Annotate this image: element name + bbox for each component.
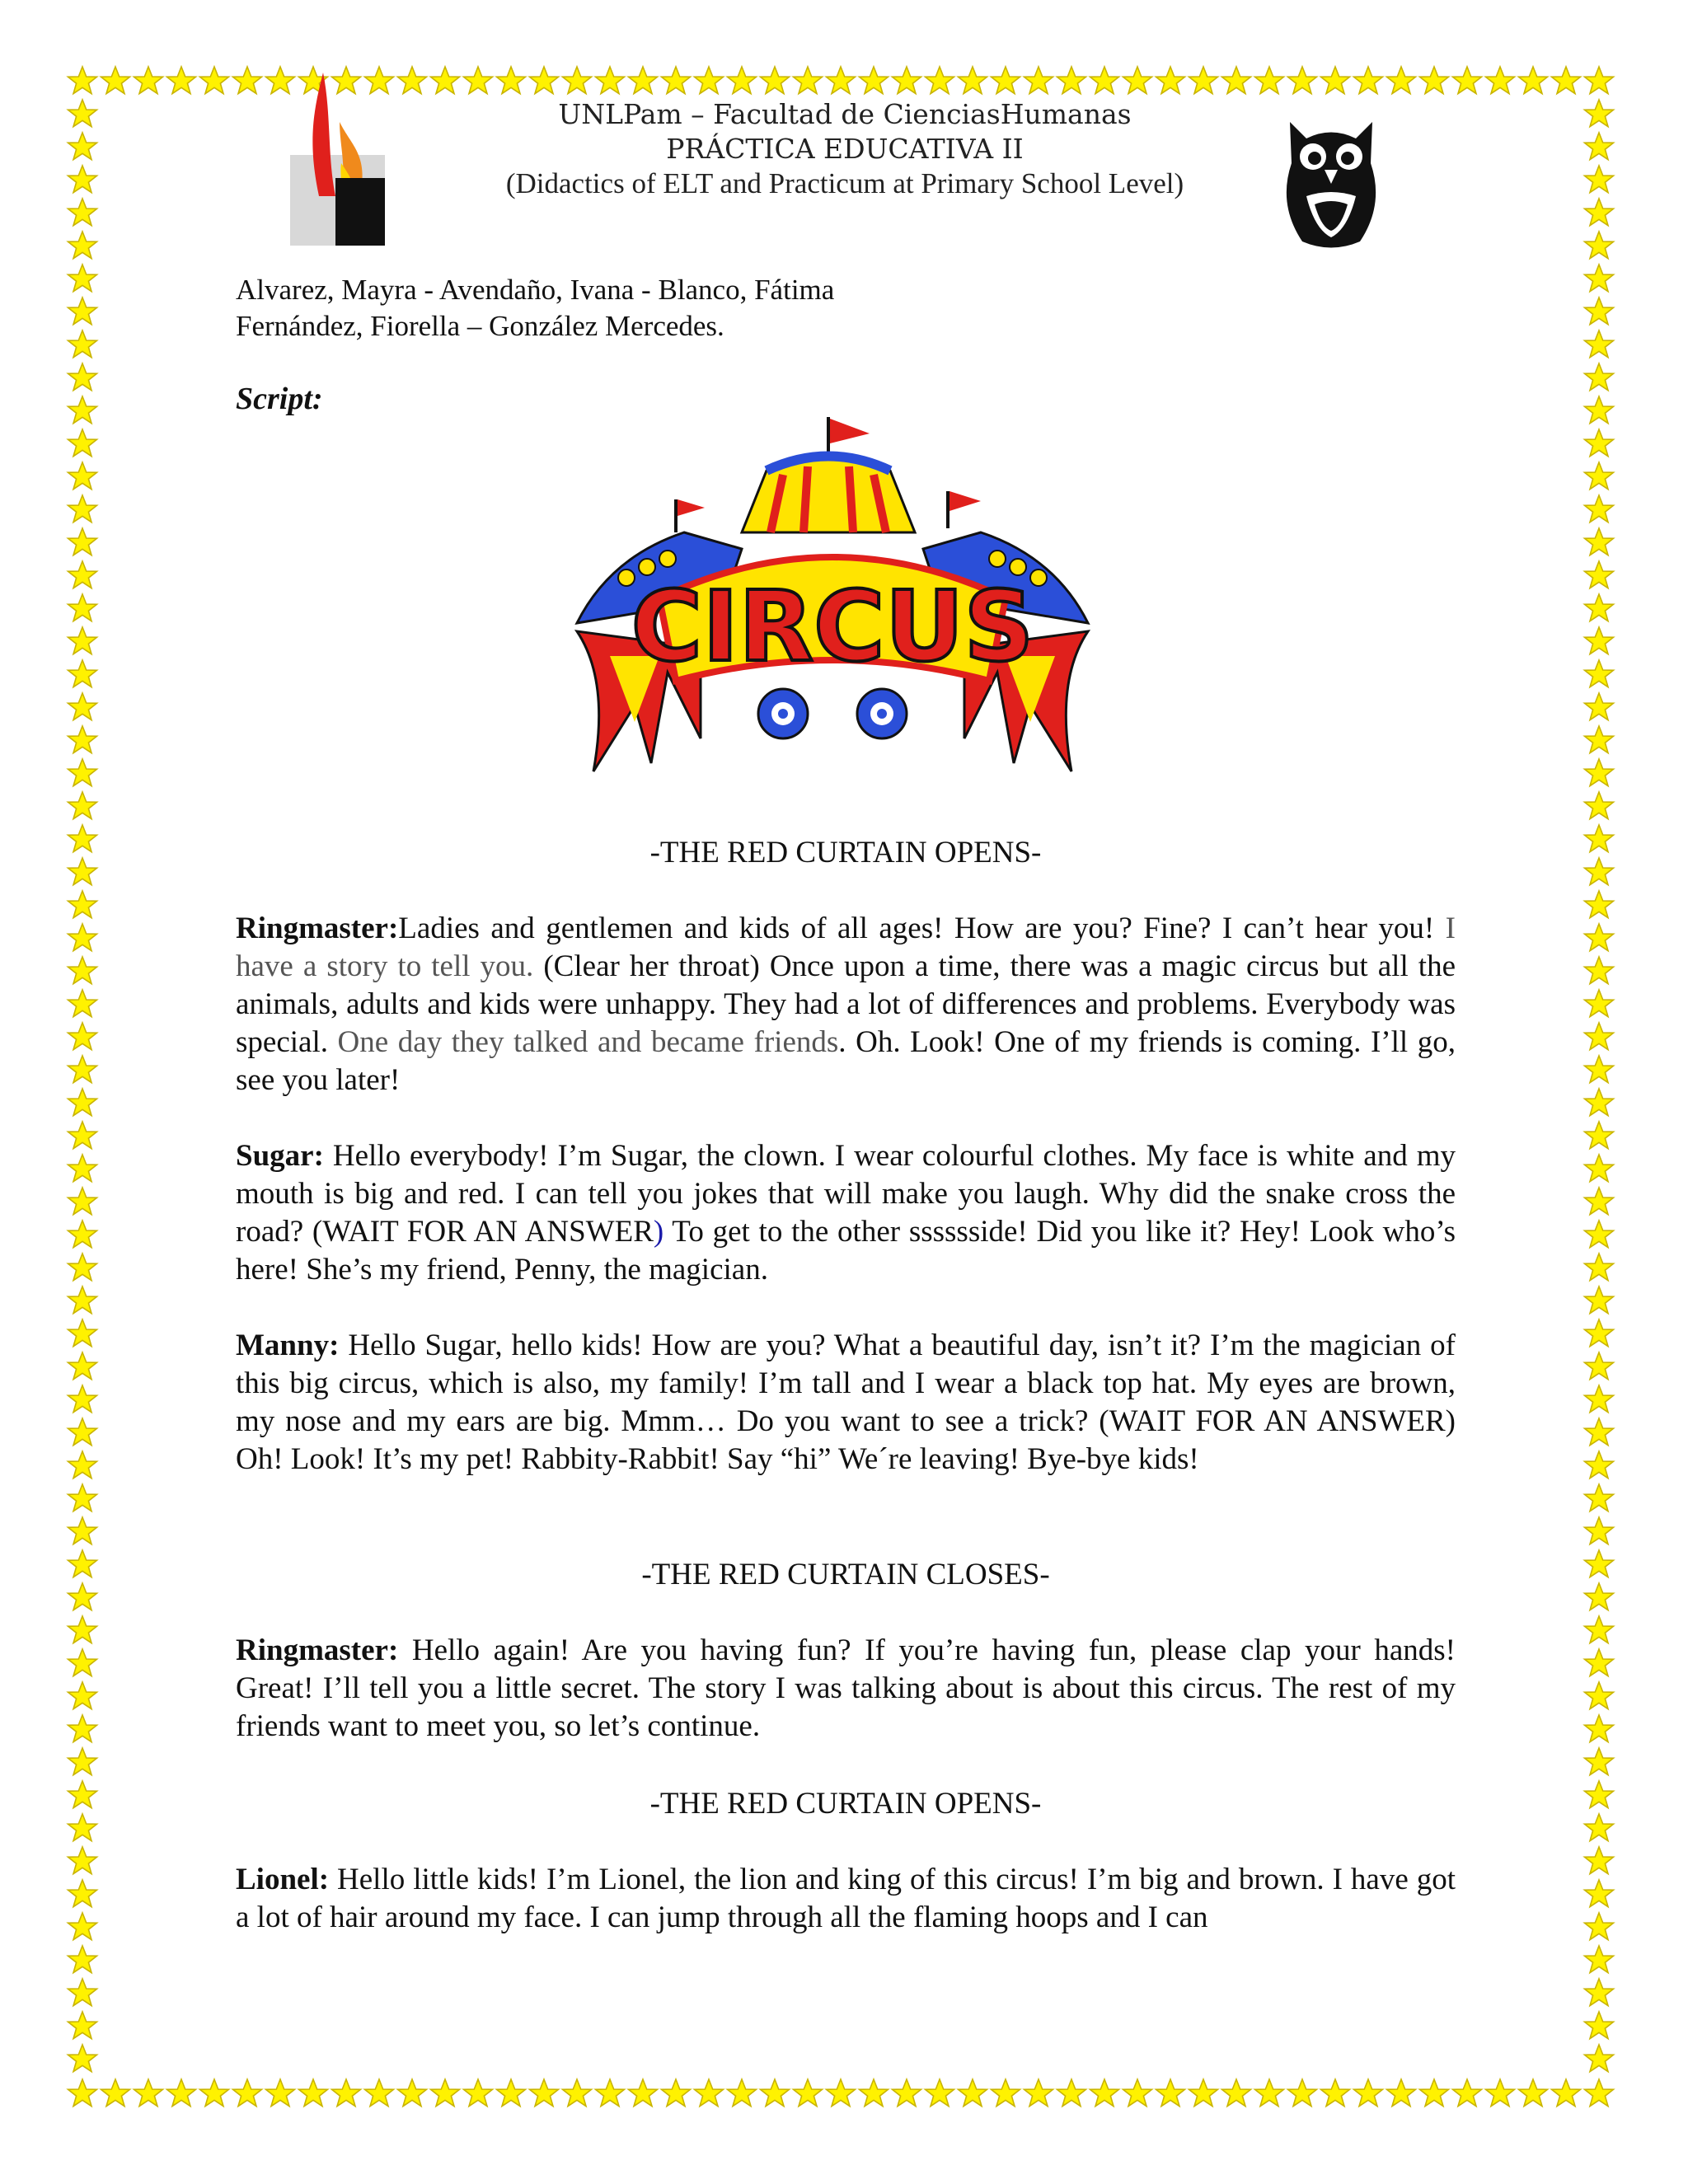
star-icon (66, 1647, 99, 1680)
star-border-left (66, 97, 99, 2075)
speaker-label: Lionel: (236, 1863, 330, 1896)
star-icon (1484, 64, 1517, 97)
star-border-right (1582, 97, 1615, 2075)
star-icon (66, 196, 99, 229)
star-icon (956, 2077, 989, 2110)
star-icon (890, 64, 923, 97)
star-icon (1121, 64, 1154, 97)
script-label: Script: (236, 382, 323, 416)
star-border-bottom (66, 2077, 1615, 2110)
circus-wordmark: CIRCUS (631, 569, 1034, 683)
star-icon (66, 1086, 99, 1119)
star-icon (66, 1482, 99, 1515)
star-icon (1582, 658, 1615, 691)
star-icon (198, 64, 231, 97)
star-icon (956, 64, 989, 97)
star-icon (66, 493, 99, 526)
dialogue-text: One day they talked and became friends (337, 1025, 839, 1059)
star-icon (1582, 97, 1615, 130)
star-icon (1582, 1086, 1615, 1119)
star-icon (1220, 2077, 1253, 2110)
star-icon (1582, 1251, 1615, 1284)
star-icon (989, 64, 1022, 97)
star-icon (66, 1218, 99, 1251)
dialogue-text: . Oh. Look! One of my friends is coming. I’ll go, see you later! (236, 1025, 1456, 1097)
star-icon (1418, 2077, 1451, 2110)
star-icon (66, 1976, 99, 2009)
authors-line-1: Alvarez, Mayra - Avendaño, Ivana - Blanco, Fátima (236, 274, 835, 306)
star-icon (231, 2077, 264, 2110)
dialogue-text: Ladies and gentlemen and kids of all ages! How are you? Fine? I can’t hear you! (398, 912, 1446, 945)
star-icon (1220, 64, 1253, 97)
star-icon (1582, 1614, 1615, 1647)
star-icon (66, 724, 99, 757)
star-icon (1088, 2077, 1121, 2110)
star-icon (758, 64, 791, 97)
speaker-label: Ringmaster: (236, 1633, 399, 1667)
star-icon (66, 328, 99, 361)
star-icon (1582, 163, 1615, 196)
star-icon (1582, 1910, 1615, 1943)
authors-line-2: Fernández, Fiorella – González Mercedes. (236, 310, 724, 342)
star-icon (1582, 1877, 1615, 1910)
star-icon (1582, 1383, 1615, 1416)
star-icon (1582, 1416, 1615, 1449)
star-icon (1582, 1185, 1615, 1218)
star-icon (1582, 1581, 1615, 1614)
star-icon (66, 888, 99, 921)
dialogue-manny (236, 1327, 1456, 1479)
star-icon (1582, 1218, 1615, 1251)
dialogue-ringmaster-1 (236, 910, 1456, 1099)
star-icon (66, 1811, 99, 1844)
star-icon (1154, 64, 1187, 97)
star-icon (66, 1185, 99, 1218)
star-icon (66, 1152, 99, 1185)
star-icon (659, 2077, 692, 2110)
star-icon (1582, 1811, 1615, 1844)
star-icon (824, 64, 857, 97)
star-icon (1582, 888, 1615, 921)
star-icon (132, 2077, 165, 2110)
star-icon (66, 1251, 99, 1284)
star-icon (1582, 757, 1615, 790)
star-icon (1582, 394, 1615, 427)
star-icon (1022, 64, 1055, 97)
star-icon (1582, 1152, 1615, 1185)
star-icon (1352, 64, 1385, 97)
star-icon (1022, 2077, 1055, 2110)
star-icon (1582, 790, 1615, 823)
dialogue-ringmaster-2 (236, 1632, 1456, 1746)
star-icon (626, 64, 659, 97)
dialogue-sugar (236, 1137, 1456, 1289)
star-icon (1517, 2077, 1550, 2110)
star-icon (1582, 2077, 1615, 2110)
star-icon (1154, 2077, 1187, 2110)
star-icon (1582, 229, 1615, 262)
star-icon (1187, 64, 1220, 97)
star-icon (66, 592, 99, 625)
star-icon (1550, 64, 1582, 97)
header-institution: UNLPam – Facultad de CienciasHumanas (558, 98, 1132, 130)
star-icon (66, 1844, 99, 1877)
star-icon (1582, 493, 1615, 526)
star-icon (1582, 1515, 1615, 1548)
star-icon (1582, 2042, 1615, 2075)
star-icon (890, 2077, 923, 2110)
star-icon (1582, 361, 1615, 394)
star-icon (1451, 2077, 1484, 2110)
header-subtitle: (Didactics of ELT and Practicum at Primary School Level) (505, 167, 1184, 199)
star-icon (692, 64, 725, 97)
star-icon (791, 2077, 824, 2110)
star-icon (1582, 1680, 1615, 1713)
star-icon (132, 64, 165, 97)
star-icon (99, 2077, 132, 2110)
star-icon (1582, 1647, 1615, 1680)
star-icon (396, 2077, 429, 2110)
star-icon (66, 1779, 99, 1811)
star-icon (66, 361, 99, 394)
star-icon (1582, 1317, 1615, 1350)
star-icon (923, 64, 956, 97)
document-header (429, 97, 1261, 201)
star-icon (66, 130, 99, 163)
circus-logo (560, 409, 1104, 796)
star-icon (1582, 130, 1615, 163)
star-icon (198, 2077, 231, 2110)
star-icon (66, 1581, 99, 1614)
star-icon (66, 658, 99, 691)
star-icon (1582, 625, 1615, 658)
star-icon (66, 394, 99, 427)
star-icon (66, 1746, 99, 1779)
star-icon (1286, 2077, 1319, 2110)
star-icon (66, 691, 99, 724)
star-icon (1055, 64, 1088, 97)
star-icon (593, 2077, 626, 2110)
star-icon (1582, 262, 1615, 295)
star-icon (66, 1548, 99, 1581)
star-icon (264, 2077, 297, 2110)
stage-direction-curtain-closes: -THE RED CURTAIN CLOSES- (641, 1558, 1050, 1591)
star-icon (165, 64, 198, 97)
star-icon (66, 1416, 99, 1449)
star-icon (396, 64, 429, 97)
star-icon (1582, 724, 1615, 757)
star-icon (560, 64, 593, 97)
star-icon (66, 2042, 99, 2075)
star-icon (66, 1350, 99, 1383)
star-icon (66, 559, 99, 592)
star-icon (1582, 823, 1615, 855)
star-icon (66, 954, 99, 987)
star-icon (66, 1910, 99, 1943)
star-icon (297, 2077, 330, 2110)
star-icon (66, 97, 99, 130)
star-icon (725, 2077, 758, 2110)
star-icon (462, 2077, 495, 2110)
star-icon (66, 1515, 99, 1548)
star-icon (1582, 1053, 1615, 1086)
star-icon (330, 2077, 363, 2110)
star-icon (1582, 987, 1615, 1020)
dialogue-text: Hello Sugar, hello kids! How are you? What a beautiful day, isn’t it? I’m the magician of this big circus, which is also, my family! I’m tall and I wear a black top hat. My eyes are brown, my nose and my ears are big. Mmm… Do you want to see a trick? (WAIT FOR AN ANSWER) Oh! Look! It’s my pet! Rabbity-Rabbit! Say “hi” We´re leaving! Bye-bye kids! (236, 1329, 1456, 1476)
dialogue-text: ) (653, 1215, 664, 1249)
star-icon (231, 64, 264, 97)
star-icon (66, 625, 99, 658)
dialogue-text: Hello again! Are you having fun? If you’re having fun, please clap your hands! Great! I’ll tell you a little secret. The story I was talking about is about this circus. The rest of my friends want to meet you, so let’s continue. (236, 1633, 1456, 1743)
star-icon (66, 163, 99, 196)
star-icon (66, 526, 99, 559)
dialogue-text: To get to the other sssssside! Did you like it? Hey! Look who’s here! She’s my friend, Penny, the magician. (236, 1215, 1456, 1286)
star-icon (66, 229, 99, 262)
stage-direction-curtain-opens-2: -THE RED CURTAIN OPENS- (649, 1787, 1042, 1821)
star-icon (165, 2077, 198, 2110)
star-icon (66, 823, 99, 855)
star-icon (1582, 1449, 1615, 1482)
star-icon (66, 1614, 99, 1647)
star-icon (462, 64, 495, 97)
star-icon (857, 64, 890, 97)
star-icon (989, 2077, 1022, 2110)
star-icon (626, 2077, 659, 2110)
star-icon (1385, 2077, 1418, 2110)
star-icon (66, 1449, 99, 1482)
star-icon (66, 921, 99, 954)
star-icon (1582, 64, 1615, 97)
star-icon (66, 262, 99, 295)
star-icon (857, 2077, 890, 2110)
unlpam-flame-logo (290, 73, 393, 250)
dialogue-text: (Clear her throat) Once upon a time, there was a magic circus but all the animals, adults and kids were unhappy. They had a lot of differences and problems. Everybody was special. (236, 949, 1456, 1059)
speaker-label: Ringmaster: (236, 912, 399, 945)
authors (236, 272, 834, 344)
star-icon (1517, 64, 1550, 97)
star-icon (1582, 954, 1615, 987)
star-icon (1286, 64, 1319, 97)
star-icon (528, 2077, 560, 2110)
dialogue-text: Hello everybody! I’m Sugar, the clown. I wear colourful clothes. My face is white and my mouth is big and red. I can tell you jokes that will make you laugh. Why did the snake cross the road? (WAIT FOR AN ANSWER (236, 1139, 1456, 1249)
star-icon (66, 2077, 99, 2110)
star-icon (1550, 2077, 1582, 2110)
star-icon (923, 2077, 956, 2110)
star-icon (824, 2077, 857, 2110)
star-icon (429, 2077, 462, 2110)
star-icon (429, 64, 462, 97)
star-icon (1582, 1779, 1615, 1811)
star-icon (1582, 1119, 1615, 1152)
star-icon (66, 1284, 99, 1317)
star-icon (1582, 427, 1615, 460)
star-icon (66, 460, 99, 493)
owl-logo (1273, 105, 1389, 254)
star-icon (66, 1383, 99, 1416)
star-icon (1582, 1713, 1615, 1746)
star-icon (1582, 1943, 1615, 1976)
star-icon (1484, 2077, 1517, 2110)
stage-direction-curtain-opens-1: -THE RED CURTAIN OPENS- (649, 836, 1042, 869)
star-icon (66, 2009, 99, 2042)
star-icon (66, 427, 99, 460)
star-icon (1319, 64, 1352, 97)
star-icon (528, 64, 560, 97)
star-icon (99, 64, 132, 97)
star-icon (66, 64, 99, 97)
star-icon (1253, 2077, 1286, 2110)
star-icon (1582, 1548, 1615, 1581)
star-icon (1352, 2077, 1385, 2110)
star-icon (1582, 2009, 1615, 2042)
star-icon (1582, 559, 1615, 592)
star-icon (1055, 2077, 1088, 2110)
star-icon (66, 295, 99, 328)
star-icon (66, 1119, 99, 1152)
star-icon (1582, 295, 1615, 328)
star-icon (66, 790, 99, 823)
star-icon (758, 2077, 791, 2110)
star-icon (1582, 691, 1615, 724)
star-icon (1582, 921, 1615, 954)
star-icon (1319, 2077, 1352, 2110)
star-icon (66, 1317, 99, 1350)
speaker-label: Manny: (236, 1329, 340, 1362)
star-icon (1582, 1350, 1615, 1383)
star-icon (1582, 592, 1615, 625)
star-icon (1582, 328, 1615, 361)
star-icon (1582, 1976, 1615, 2009)
speaker-label: Sugar: (236, 1139, 324, 1173)
star-icon (66, 1943, 99, 1976)
star-icon (692, 2077, 725, 2110)
star-icon (791, 64, 824, 97)
dialogue-text: I have a story to tell you. (236, 912, 1456, 983)
star-icon (1582, 1020, 1615, 1053)
star-icon (659, 64, 692, 97)
star-icon (66, 1680, 99, 1713)
star-icon (1385, 64, 1418, 97)
star-icon (1418, 64, 1451, 97)
star-icon (1088, 64, 1121, 97)
star-icon (495, 64, 528, 97)
star-icon (363, 2077, 396, 2110)
star-icon (1582, 1284, 1615, 1317)
star-icon (1582, 526, 1615, 559)
star-icon (1121, 2077, 1154, 2110)
star-icon (66, 1877, 99, 1910)
star-icon (593, 64, 626, 97)
star-icon (66, 855, 99, 888)
star-icon (66, 1020, 99, 1053)
star-icon (66, 757, 99, 790)
star-icon (1253, 64, 1286, 97)
star-icon (1187, 2077, 1220, 2110)
star-icon (725, 64, 758, 97)
star-icon (1582, 460, 1615, 493)
star-icon (560, 2077, 593, 2110)
dialogue-text: Hello little kids! I’m Lionel, the lion and king of this circus! I’m big and brown. I have got a lot of hair around my face. I can jump through all the flaming hoops and I can (236, 1863, 1456, 1934)
star-icon (1582, 1844, 1615, 1877)
star-icon (1582, 196, 1615, 229)
star-icon (66, 1053, 99, 1086)
star-icon (1582, 1746, 1615, 1779)
star-icon (495, 2077, 528, 2110)
star-icon (1451, 64, 1484, 97)
star-icon (66, 987, 99, 1020)
star-icon (1582, 855, 1615, 888)
header-course: PRÁCTICA EDUCATIVA II (666, 133, 1024, 165)
dialogue-lionel (236, 1861, 1456, 1937)
star-icon (66, 1713, 99, 1746)
star-icon (1582, 1482, 1615, 1515)
